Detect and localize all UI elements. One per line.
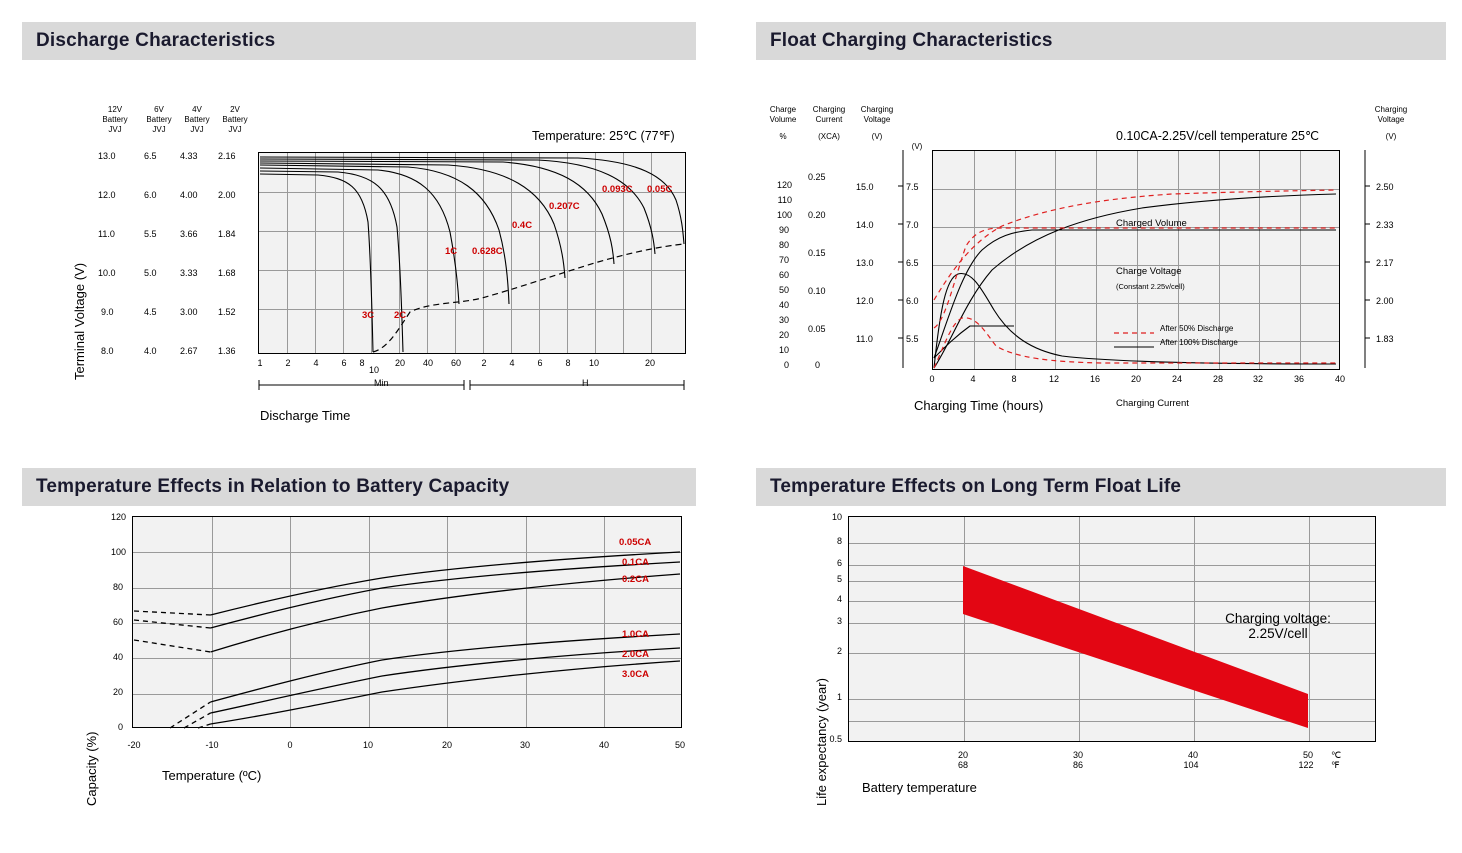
float-life-plot: Life expectancy (year) 10 8 6 5 4 3 2 1 0.5 Charging voltage: 2.25V/cell 20 68 30 86 40 104 50 122 ℃ ℉ Battery temperature [756, 506, 1446, 838]
float-note: 0.10CA-2.25V/cell temperature 25℃ [1116, 129, 1320, 143]
legend-label-100: After 100% Discharge [1160, 338, 1238, 347]
x-axis-label: Discharge Time [260, 408, 351, 423]
column-header-4v: 4V Battery JVJ [184, 105, 210, 134]
curve-label-2c: 2C [394, 310, 407, 321]
panel-header-discharge [22, 22, 696, 60]
curve-label-04c: 0.4C [512, 220, 533, 231]
float-plot: Charge Volume Charging Current Charging Voltage % (XCA) (V) (V) Charging Voltage (V) 0.10CA-2.25V/cell temperature 25℃ 120 110 100 90 80 70 60 50 40 30 20 10 0 0.25 0.20 0.15 0.10 0.05 0 15.0 14.0 13.0 12.0 11.0 7.5 7.0 6.5 6.0 5.5 2.50 2.33 2.17 2.00 1.83 Charged Volume Charge Voltage (Constant 2.25v/cell) Charging Current After 50% Discharge After 100% Discharge 0 4 8 12 16 20 24 28 32 36 40 Charging Time (hours) [756, 60, 1446, 442]
curve-label-02ca: 0.2CA [622, 574, 649, 585]
x-axis-label: Charging Time (hours) [914, 398, 1044, 413]
panel-temp-capacity [22, 468, 696, 838]
charging-voltage-note: Charging voltage: 2.25V/cell [1225, 611, 1331, 641]
unit-xca: (XCA) [818, 132, 840, 141]
panel-float-charging [756, 22, 1446, 442]
panel-discharge [22, 22, 696, 442]
panel-header-temp-capacity [22, 468, 696, 506]
unit-volt: (V) [871, 132, 883, 141]
curve-label-01ca: 0.1CA [622, 557, 649, 568]
panel-float-life [756, 468, 1446, 838]
axis-ticks-right [1364, 148, 1374, 370]
curve-label-10ca: 1.0CA [622, 629, 649, 640]
curve-label-0093c: 0.093C [602, 184, 633, 195]
axis-ticks-left [894, 148, 904, 370]
curve-label-20ca: 2.0CA [622, 649, 649, 660]
unit-volt-right: (V) [1385, 132, 1397, 141]
panel-title: Float Charging Characteristics [770, 30, 1053, 51]
y-axis-label: Terminal Voltage (V) [72, 262, 87, 380]
x-axis-label: Temperature (ºC) [162, 768, 262, 783]
column-header-12v: 12V Battery JVJ [102, 105, 128, 134]
curve-label-0207c: 0.207C [549, 201, 580, 212]
temperature-note: Temperature: 25℃ (77℉) [532, 129, 675, 143]
panel-title: Temperature Effects on Long Term Float Life [770, 476, 1182, 497]
range-label-h: H [582, 378, 589, 388]
panel-header-float [756, 22, 1446, 60]
curve-label-3c: 3C [362, 310, 375, 321]
column-header-right-charging-voltage: Charging Voltage [1374, 105, 1408, 124]
column-header-2v: 2V Battery JVJ [222, 105, 248, 134]
temp-capacity-plot: Capacity (%) 120 100 80 60 40 20 0 0.05CA 0.1CA 0.2CA 1.0CA 2.0CA 3.0CA -20 -10 0 10 20 30 40 50 Temperature (ºC) [84, 512, 686, 806]
annotation-constant-voltage: (Constant 2.25v/cell) [1116, 282, 1185, 291]
panel-header-float-life [756, 468, 1446, 506]
curve-label-005c: 0.05C [647, 184, 673, 195]
annotation-charging-current: Charging Current [1116, 398, 1189, 409]
annotation-charge-voltage: Charge Voltage [1116, 266, 1182, 277]
discharge-range-braces [258, 378, 686, 392]
unit-volt-cell: (V) [911, 142, 923, 151]
curve-label-1c: 1C [445, 246, 458, 257]
column-header-charging-voltage: Charging Voltage [860, 105, 894, 124]
curve-label-30ca: 3.0CA [622, 669, 649, 680]
annotation-charged-volume: Charged Volume [1116, 218, 1187, 229]
legend-lines [1114, 328, 1156, 356]
range-label-min: Min [374, 378, 389, 388]
discharge-plot: 12V Battery JVJ 6V Battery JVJ 4V Battery JVJ 2V Battery JVJ Terminal Voltage (V) Temperature: 25℃ (77℉) 13.0 12.0 11.0 10.0 9.0 8.0 6.5 6.0 5.5 5.0 4.5 4.0 4.33 4.00 3.66 3.33 3.00 2.67 2.16 2.00 1.84 1.68 1.52 1.36 3C 2C 1C 0.628C 0.4C 0.207C 0.093C 0.05C 1 2 4 6 8 10 20 40 60 2 4 6 8 10 20 Min H Discharge Time [22, 60, 696, 442]
y-axis-label: Life expectancy (year) [814, 678, 829, 806]
column-header-charge-volume: Charge Volume [769, 105, 797, 124]
y-axis-label: Capacity (%) [84, 731, 99, 806]
legend-label-50: After 50% Discharge [1160, 324, 1234, 333]
panel-title: Temperature Effects in Relation to Battery Capacity [36, 476, 510, 497]
curve-label-005ca: 0.05CA [619, 537, 652, 548]
unit-percent: % [779, 132, 787, 141]
temp-capacity-curves [132, 516, 682, 728]
curve-label-0628c: 0.628C [472, 246, 503, 257]
panel-title: Discharge Characteristics [36, 30, 276, 51]
x-axis-label: Battery temperature [862, 780, 977, 795]
column-header-charging-current: Charging Current [812, 105, 846, 124]
column-header-6v: 6V Battery JVJ [146, 105, 172, 134]
